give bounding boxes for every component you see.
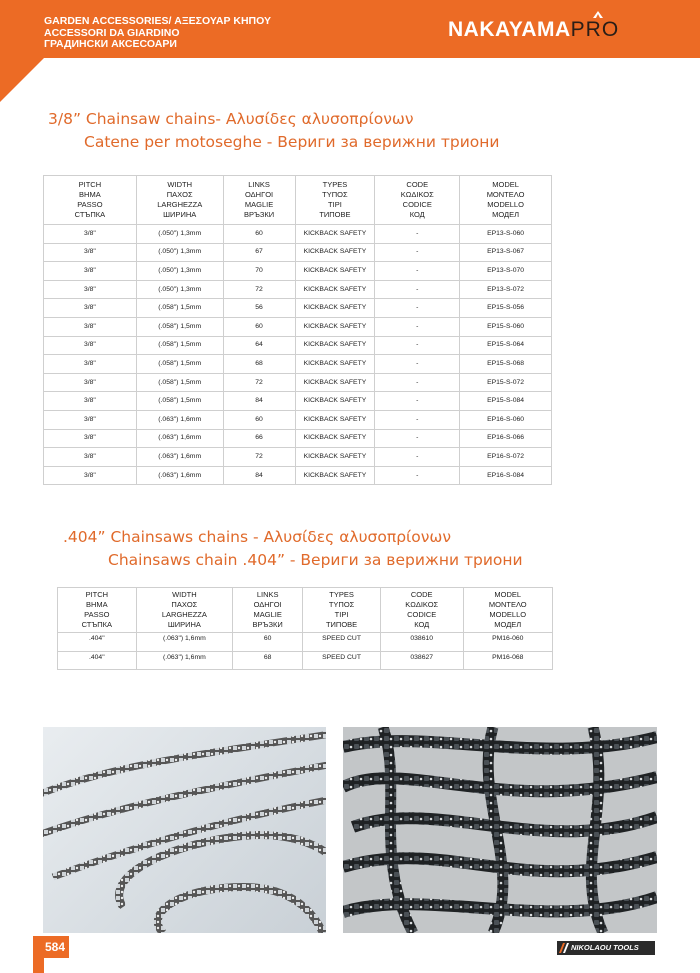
table-cell: - — [375, 280, 460, 299]
table-cell: 72 — [223, 448, 295, 467]
table-cell: 64 — [223, 336, 295, 355]
brand-logo — [448, 18, 619, 42]
table-cell: KICKBACK SAFETY — [295, 429, 375, 448]
table-cell: (.063") 1,6mm — [136, 651, 232, 670]
table-cell: - — [375, 392, 460, 411]
column-header-line: ΤΥΠΟΣ — [328, 600, 355, 609]
table-cell: 60 — [223, 317, 295, 336]
table-cell: 3/8" — [44, 466, 137, 485]
chain-spec-table-3-8 — [43, 175, 552, 485]
table-cell: KICKBACK SAFETY — [295, 336, 375, 355]
table-cell: KICKBACK SAFETY — [295, 280, 375, 299]
section1-title-line1: 3/8” Chainsaw chains- Αλυσίδες αλυσοπρίονων — [48, 110, 414, 128]
table-cell: 3/8" — [44, 280, 137, 299]
table-cell: EP16-S-084 — [460, 466, 552, 485]
table-cell: 3/8" — [44, 448, 137, 467]
table-cell: 038610 — [380, 633, 463, 652]
column-header — [295, 176, 375, 225]
column-header — [136, 588, 232, 633]
chain-coils-illustration — [43, 727, 326, 933]
category-heading — [44, 16, 271, 51]
column-header-line: MODELLO — [489, 610, 527, 619]
table-cell: (.063") 1,6mm — [136, 448, 223, 467]
table-cell: 72 — [223, 373, 295, 392]
table-cell: .404" — [58, 651, 137, 670]
table-cell: (.063") 1,6mm — [136, 429, 223, 448]
table-cell: (.063") 1,6mm — [136, 633, 232, 652]
column-header-line: ΒΗΜΑ — [79, 190, 101, 199]
table-cell: (.058") 1,5mm — [136, 392, 223, 411]
table-cell: (.058") 1,5mm — [136, 299, 223, 318]
product-photo-chains-coiled — [43, 727, 326, 933]
table-cell: KICKBACK SAFETY — [295, 299, 375, 318]
samurai-icon — [592, 10, 604, 19]
table-cell: - — [375, 262, 460, 281]
table-cell: - — [375, 448, 460, 467]
table-cell: 68 — [233, 651, 303, 670]
chain-pile-illustration — [343, 727, 657, 933]
table-cell: 3/8" — [44, 392, 137, 411]
section2-title-line2: Chainsaws chain .404” - Вериги за верижни триони — [108, 551, 523, 569]
table-cell: KICKBACK SAFETY — [295, 355, 375, 374]
table-cell: 60 — [233, 633, 303, 652]
table-cell: (.058") 1,5mm — [136, 373, 223, 392]
column-header-line: ВРЪЗКИ — [252, 620, 283, 629]
column-header — [223, 176, 295, 225]
column-header — [233, 588, 303, 633]
table-row — [44, 373, 552, 392]
table-cell: KICKBACK SAFETY — [295, 392, 375, 411]
column-header-line: LARGHEZZA — [157, 200, 203, 209]
table-cell: EP13-S-060 — [460, 225, 552, 244]
table-row — [44, 243, 552, 262]
column-header-line: ΒΗΜΑ — [85, 600, 108, 609]
table-cell: 3/8" — [44, 355, 137, 374]
table-header-row — [58, 588, 553, 633]
table-cell: (.058") 1,5mm — [136, 336, 223, 355]
column-header-line: CODE — [406, 180, 429, 189]
column-header-line: LINKS — [256, 590, 279, 599]
column-header-line: ΟΔΗΓΟΙ — [244, 190, 274, 199]
table-cell: 3/8" — [44, 243, 137, 262]
table-row — [44, 262, 552, 281]
table-cell: 56 — [223, 299, 295, 318]
table-cell: - — [375, 373, 460, 392]
column-header-line: CODICE — [402, 200, 432, 209]
table-cell: EP15-S-064 — [460, 336, 552, 355]
table-cell: EP16-S-066 — [460, 429, 552, 448]
table-cell: KICKBACK SAFETY — [295, 243, 375, 262]
table-cell: EP15-S-072 — [460, 373, 552, 392]
table-cell: - — [375, 410, 460, 429]
product-photo-chains-pile — [343, 727, 657, 933]
table-cell: 3/8" — [44, 429, 137, 448]
column-header-line: СТЪПКА — [81, 620, 113, 629]
table-cell: KICKBACK SAFETY — [295, 317, 375, 336]
column-header-line: PASSO — [84, 610, 110, 619]
distributor-logo — [557, 941, 655, 955]
chain-spec-table-404 — [57, 587, 553, 670]
table-cell: 038627 — [380, 651, 463, 670]
table-cell: - — [375, 355, 460, 374]
column-header-line: ШИРИНА — [163, 210, 197, 219]
column-header-line: MODELLO — [487, 200, 524, 209]
column-header-line: ТИПОВЕ — [325, 620, 358, 629]
table-cell: 84 — [223, 466, 295, 485]
column-header-line: КОД — [414, 620, 430, 629]
distributor-mark-icon — [559, 943, 569, 953]
table-cell: KICKBACK SAFETY — [295, 262, 375, 281]
column-header-line: МОДЕЛ — [494, 620, 522, 629]
column-header-line: ΠΑΧΟΣ — [171, 600, 198, 609]
table-cell: (.063") 1,6mm — [136, 410, 223, 429]
table-cell: - — [375, 299, 460, 318]
column-header — [303, 588, 381, 633]
table-cell: 3/8" — [44, 336, 137, 355]
table-cell: 3/8" — [44, 225, 137, 244]
table-cell: 66 — [223, 429, 295, 448]
column-header-line: LARGHEZZA — [161, 610, 207, 619]
section2-title-line1: .404” Chainsaws chains - Αλυσίδες αλυσοπρίονων — [63, 528, 452, 546]
table-cell: KICKBACK SAFETY — [295, 466, 375, 485]
brand-suffix: PRO — [570, 18, 620, 41]
table-cell: (.050") 1,3mm — [136, 280, 223, 299]
table-row — [58, 633, 553, 652]
table-cell: SPEED CUT — [303, 651, 381, 670]
table-cell: - — [375, 336, 460, 355]
table-cell: 60 — [223, 225, 295, 244]
column-header-line: TIPI — [334, 610, 349, 619]
column-header-line: CODICE — [407, 610, 437, 619]
column-header-line: TIPI — [328, 200, 342, 209]
table-cell: KICKBACK SAFETY — [295, 373, 375, 392]
table-row — [44, 280, 552, 299]
table-cell: - — [375, 429, 460, 448]
table-cell: - — [375, 243, 460, 262]
column-header — [58, 588, 137, 633]
table-row — [44, 225, 552, 244]
column-header-line: MAGLIE — [244, 200, 274, 209]
column-header-line: ШИРИНА — [167, 620, 201, 629]
table-cell: EP13-S-067 — [460, 243, 552, 262]
table-cell: KICKBACK SAFETY — [295, 410, 375, 429]
table-cell: (.050") 1,3mm — [136, 243, 223, 262]
table-cell: EP13-S-070 — [460, 262, 552, 281]
column-header-line: ΚΩΔΙΚΟΣ — [405, 600, 439, 609]
table-cell: KICKBACK SAFETY — [295, 225, 375, 244]
table-row — [44, 392, 552, 411]
table-cell: (.063") 1,6mm — [136, 466, 223, 485]
table-cell: EP16-S-072 — [460, 448, 552, 467]
table-row — [44, 355, 552, 374]
column-header-line: WIDTH — [167, 180, 192, 189]
table-cell: 60 — [223, 410, 295, 429]
section1-title-line2: Catene per motoseghe - Вериги за верижни триони — [84, 133, 500, 151]
table-row — [44, 410, 552, 429]
table-cell: 84 — [223, 392, 295, 411]
table-cell: PM16-068 — [463, 651, 553, 670]
header-corner-fold — [0, 58, 44, 102]
table-cell: KICKBACK SAFETY — [295, 448, 375, 467]
column-header-line: LINKS — [248, 180, 270, 189]
table-cell: EP15-S-056 — [460, 299, 552, 318]
column-header — [44, 176, 137, 225]
table-cell: 3/8" — [44, 317, 137, 336]
table-row — [44, 448, 552, 467]
column-header-line: MODEL — [494, 590, 522, 599]
table-row — [44, 317, 552, 336]
table-cell: 3/8" — [44, 299, 137, 318]
column-header-line: MODEL — [492, 180, 519, 189]
column-header-line: WIDTH — [172, 590, 197, 599]
category-line-it: ACCESSORI DA GIARDINO — [44, 26, 180, 39]
table-row — [44, 299, 552, 318]
column-header-line: ΟΔΗΓΟΙ — [253, 600, 282, 609]
table-cell: EP16-S-060 — [460, 410, 552, 429]
column-header — [463, 588, 553, 633]
column-header-line: CODE — [410, 590, 433, 599]
table-cell: (.050") 1,3mm — [136, 262, 223, 281]
table-cell: - — [375, 317, 460, 336]
column-header-line: ΚΩΔΙΚΟΣ — [400, 190, 434, 199]
column-header-line: СТЪПКА — [74, 210, 106, 219]
table-row — [44, 336, 552, 355]
distributor-name: NIKOLAOU TOOLS — [571, 943, 639, 952]
table-row — [58, 651, 553, 670]
column-header — [375, 176, 460, 225]
table-cell: SPEED CUT — [303, 633, 381, 652]
category-line-en: GARDEN ACCESSORIES/ ΑΞΕΣΟΥΑΡ ΚΗΠΟΥ — [44, 15, 271, 27]
table-cell: EP15-S-084 — [460, 392, 552, 411]
column-header-line: ΤΥΠΟΣ — [322, 190, 348, 199]
table-cell: 3/8" — [44, 262, 137, 281]
page-number: 584 — [41, 936, 69, 958]
category-line-bg: ГРАДИНСКИ АКСЕСОАРИ — [44, 38, 177, 50]
column-header-line: МОДЕЛ — [492, 210, 520, 219]
table-cell: 67 — [223, 243, 295, 262]
table-cell: .404" — [58, 633, 137, 652]
column-header-line: ΜΟΝΤΕΛΟ — [488, 600, 527, 609]
column-header — [136, 176, 223, 225]
table-cell: EP13-S-072 — [460, 280, 552, 299]
table-header-row — [44, 176, 552, 225]
table-cell: 3/8" — [44, 373, 137, 392]
column-header-line: PASSO — [77, 200, 103, 209]
column-header-line: TYPES — [322, 180, 348, 189]
table-cell: 3/8" — [44, 410, 137, 429]
brand-name: NAKAYAMA — [448, 18, 571, 41]
table-cell: (.058") 1,5mm — [136, 355, 223, 374]
column-header-line: PITCH — [85, 590, 109, 599]
column-header-line: ТИПОВЕ — [319, 210, 351, 219]
column-header-line: ΠΑΧΟΣ — [166, 190, 193, 199]
table-row — [44, 429, 552, 448]
table-cell: 72 — [223, 280, 295, 299]
column-header — [380, 588, 463, 633]
table-cell: (.050") 1,3mm — [136, 225, 223, 244]
table-cell: 68 — [223, 355, 295, 374]
table-cell: (.058") 1,5mm — [136, 317, 223, 336]
table-cell: - — [375, 466, 460, 485]
table-cell: PM16-060 — [463, 633, 553, 652]
table-row — [44, 466, 552, 485]
column-header-line: ВРЪЗКИ — [243, 210, 275, 219]
column-header — [460, 176, 552, 225]
table-cell: EP15-S-068 — [460, 355, 552, 374]
table-cell: - — [375, 225, 460, 244]
table-cell: EP15-S-060 — [460, 317, 552, 336]
table-cell: 70 — [223, 262, 295, 281]
column-header-line: TYPES — [329, 590, 354, 599]
column-header-line: ΜΟΝΤΕΛΟ — [486, 190, 525, 199]
column-header-line: MAGLIE — [253, 610, 282, 619]
column-header-line: PITCH — [78, 180, 102, 189]
column-header-line: КОД — [409, 210, 425, 219]
